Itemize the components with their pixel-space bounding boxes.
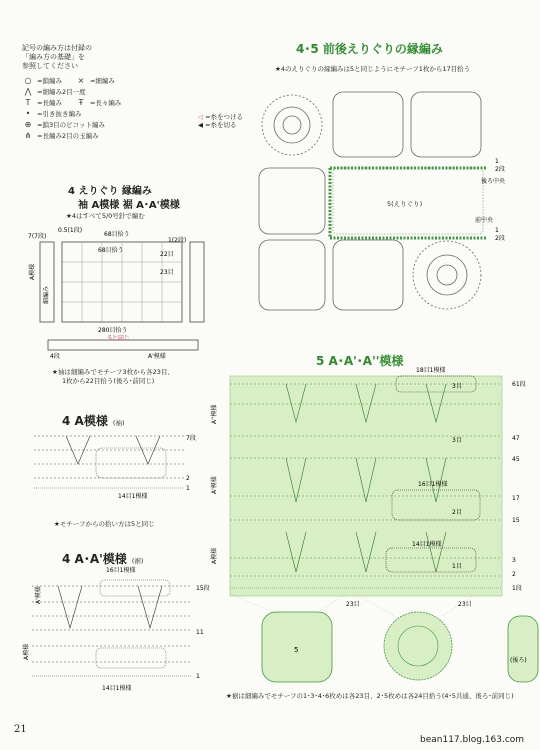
row-label: 1 xyxy=(196,673,200,680)
secA-title: 4 A模様 xyxy=(62,414,108,428)
sec4-note: ★4はすべて5/0号針で編む xyxy=(66,212,145,220)
row-label: 15段 xyxy=(196,585,210,592)
repeat-top-label: 18目1模様 xyxy=(416,367,446,374)
sec45-title-text: 4･5 前後えりぐりの縁編み xyxy=(296,42,443,56)
row-label: 1 xyxy=(495,158,499,165)
pick-68a: 68目拾う xyxy=(104,231,130,238)
legend-row xyxy=(22,97,187,108)
neck-label: 5(えりぐり) xyxy=(387,200,423,208)
motif5-label: 5 xyxy=(294,646,299,654)
motif-square xyxy=(259,168,325,234)
pick23b: 23目 xyxy=(458,601,472,608)
legend xyxy=(22,44,187,141)
pick23: 23目 xyxy=(346,601,360,608)
legend-row xyxy=(22,108,187,119)
legend-intro-1: 記号の編み方は付録の xyxy=(22,44,92,52)
fuchi-label: 細編み xyxy=(43,285,50,304)
sec45-title xyxy=(296,40,443,57)
row-label: 15 xyxy=(512,517,520,524)
sec4-diagram xyxy=(28,222,218,362)
legend-intro-2: 「編み方の基礎」を xyxy=(22,53,85,61)
a1-label: A'模様 xyxy=(35,586,42,604)
a-pattern-label: A模様 xyxy=(29,263,36,280)
thread-cut-label: =糸を切る xyxy=(205,121,237,129)
row-label: 61段 xyxy=(512,381,526,388)
row-label: 2段 xyxy=(495,235,505,242)
row-label: 11 xyxy=(196,629,204,636)
legend-label: =長々編み xyxy=(89,98,122,107)
sec5-chart xyxy=(206,362,540,692)
back-center-label: 後ろ中央 xyxy=(481,178,506,185)
row-label: 17 xyxy=(512,495,520,502)
motif-square xyxy=(259,240,325,310)
legend-label: =細編み2目一度 xyxy=(37,87,86,96)
label-7: 7(7段) xyxy=(28,233,47,240)
a1-label: A'模様 xyxy=(211,476,218,494)
sec45-diagram xyxy=(255,80,515,325)
row-label: 7段 xyxy=(186,435,196,442)
row-label: 1段 xyxy=(512,585,522,592)
legend-label: =長編み xyxy=(37,98,62,107)
motif-flower xyxy=(262,95,322,155)
sec4-note2a: ★袖は細編みでモチーフ3枚から各23目、 xyxy=(52,368,174,376)
attach-thread-icon: ◁ xyxy=(198,113,203,121)
repeat-bot-label: 14目1模様 xyxy=(412,541,442,548)
row-label: 2段 xyxy=(495,166,505,173)
legend-label: =鎖3目のピコット編み xyxy=(37,120,105,129)
secAA-title: 4 A･A'模様 xyxy=(62,552,127,566)
sec4-subtitle: 袖 A模様 裾 A･A'模様 xyxy=(78,200,180,211)
cut-thread-icon: ◀ xyxy=(198,121,203,129)
motif-square xyxy=(333,240,403,310)
legend-row xyxy=(22,75,187,86)
repeat-bottom-label: 14目1模様 xyxy=(102,685,132,692)
badge: 3目 xyxy=(452,437,462,444)
a2-label: A''模様 xyxy=(211,404,218,424)
motif-back-label: (後ろ) xyxy=(510,657,527,664)
bobble-icon: ⋔ xyxy=(24,130,32,140)
legend-label: =鎖編み xyxy=(37,76,62,85)
secAA-title-sub: (裾) xyxy=(131,557,144,565)
sec4-title: 4 えりぐり 縁編み xyxy=(68,186,152,197)
r22: 22目 xyxy=(160,251,174,258)
legend-label: =長編み2目の玉編み xyxy=(37,131,99,140)
secA-note: ★モチーフからの拾い方は5と同じ xyxy=(54,520,155,528)
treble-crochet-icon: Ŧ xyxy=(78,97,84,107)
sec5-title: 5 A･A'･A''模様 xyxy=(316,354,404,368)
repeat-top-label: 16目1模様 xyxy=(106,567,136,574)
thread-attach-label: =糸をつける xyxy=(205,113,244,121)
repeat-label: 14目1模様 xyxy=(118,493,148,500)
sec5-note: ★裾は細編みでモチーフの1･3･4･6枚めは各23目、2･5枚めは各24目拾う(4･5共通、後ろ･前同じ) xyxy=(226,692,514,700)
row-label: 2 xyxy=(512,571,516,578)
legend-label: =引き抜き編み xyxy=(37,109,82,118)
legend-row xyxy=(22,86,187,97)
legend-intro-3: 参照してください xyxy=(22,62,78,70)
pick-68b: 68目拾う xyxy=(98,247,124,254)
picot-icon: ⊕ xyxy=(24,119,32,129)
a-label: A模様 xyxy=(211,547,218,564)
row-label: 1 xyxy=(186,485,190,492)
motif-square xyxy=(333,92,403,157)
row-label: 1 xyxy=(495,227,499,234)
motif-flower xyxy=(413,241,481,309)
secAA-chart xyxy=(20,562,220,697)
legend-label: =細編み xyxy=(89,76,115,85)
badge: 3目 xyxy=(452,383,462,390)
legend-row xyxy=(22,119,187,130)
badge: 2目 xyxy=(452,509,462,516)
legend-row xyxy=(22,130,187,141)
r23: 23目 xyxy=(160,269,174,276)
slip-stitch-icon: • xyxy=(25,108,31,118)
motif-flower xyxy=(384,612,452,680)
rows-12: 1(2段) xyxy=(168,237,187,244)
secA-title-wrap xyxy=(62,410,125,429)
row-label: 3 xyxy=(512,557,516,564)
page-number: 21 xyxy=(14,724,27,735)
badge: 1目 xyxy=(452,563,462,570)
row-label: 47 xyxy=(512,435,520,442)
pick-280: 280目拾う xyxy=(98,327,128,334)
thread-legend xyxy=(198,113,243,129)
front-center-label: 前中央 xyxy=(475,217,494,224)
motif-square xyxy=(411,92,481,157)
motif-back xyxy=(508,616,538,682)
row-label: 2 xyxy=(186,475,190,482)
a-label: A模様 xyxy=(23,643,30,660)
double-crochet-icon: T xyxy=(25,97,31,107)
site-watermark: bean117.blog.163.com xyxy=(420,735,525,745)
repeat-mid-label: 16目1模様 xyxy=(418,481,448,488)
a-pattern2: A'模様 xyxy=(148,353,166,360)
single-crochet-icon: × xyxy=(77,75,85,85)
secA-chart xyxy=(26,428,216,503)
sec4-note2b: 1枚から22目拾う(後ろ･前同じ) xyxy=(62,377,155,385)
chain-stitch-icon: ○ xyxy=(24,75,32,85)
secA-title-sub: (袖) xyxy=(112,419,125,427)
same5: 5と同じ xyxy=(108,335,130,342)
row4: 4段 xyxy=(50,353,60,360)
row-label: 45 xyxy=(512,456,520,463)
sec45-note: ★4のえりぐりの縁編みは5と同じようにモチーフ1枚から17目拾う xyxy=(275,65,471,73)
label-05: 0.5(1段) xyxy=(58,227,83,234)
sc2tog-icon: ⋀ xyxy=(24,86,32,96)
